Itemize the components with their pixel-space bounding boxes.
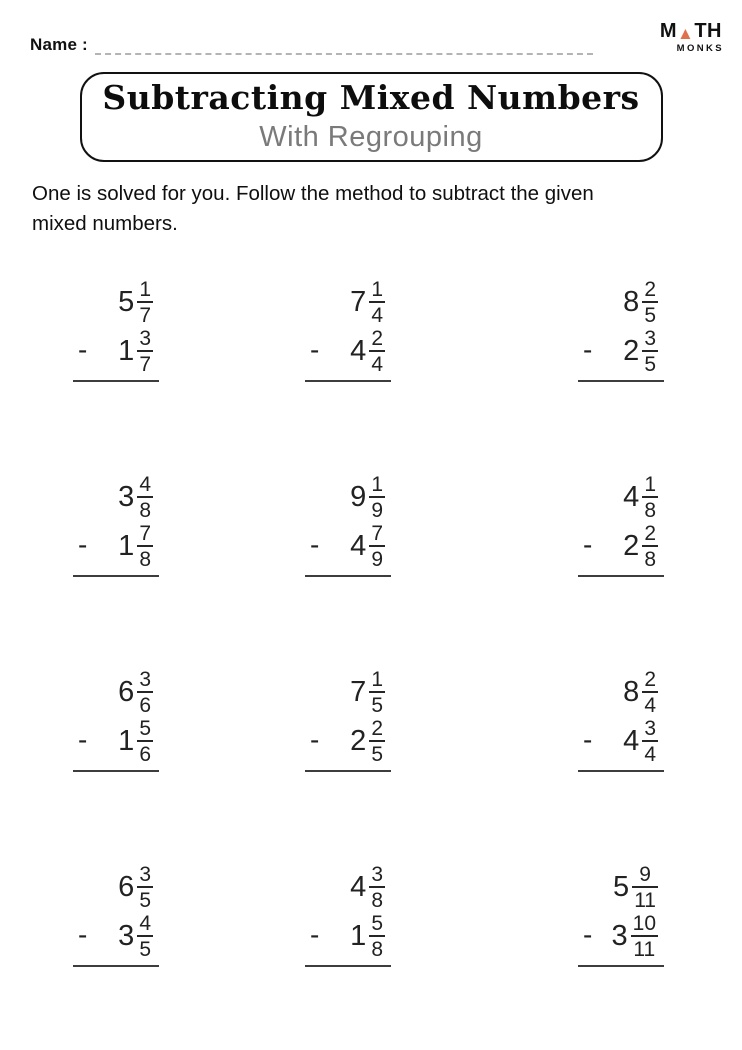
subtrahend-numerator: 3 [644,716,656,740]
minuend-fraction [137,669,153,716]
subtrahend-whole: 1 [118,724,135,757]
name-input-line[interactable] [95,35,593,55]
minuend [305,864,391,910]
answer-line [578,770,664,772]
minuend-fraction [369,474,385,521]
subtrahend-denominator: 5 [139,937,151,961]
minuend-whole: 4 [350,870,367,903]
answer-line [73,965,159,967]
subtrahend-numerator: 3 [139,326,151,350]
minuend [578,864,664,910]
minuend [73,669,159,715]
name-label: Name : [30,35,88,54]
minuend-numerator: 3 [139,862,151,886]
subtrahend [305,523,391,569]
minuend-numerator: 2 [644,277,656,301]
problems-grid [0,279,742,967]
minuend-fraction [632,864,658,911]
minuend-whole: 3 [118,480,135,513]
page-header [0,0,742,66]
subtrahend [305,718,391,764]
problems-row [73,474,742,577]
problem [73,669,159,772]
subtrahend-numerator: 5 [139,716,151,740]
logo-letter-m: M [659,20,677,42]
subtrahend [73,523,159,569]
subtrahend-whole: 3 [118,919,135,952]
answer-line [578,965,664,967]
subtrahend-fraction [642,718,658,765]
subtrahend-denominator: 11 [633,937,656,961]
minuend-whole: 7 [350,675,367,708]
subtrahend [73,328,159,374]
subtrahend-fraction [631,913,658,960]
minuend [578,279,664,325]
minuend-fraction [369,669,385,716]
problem [73,279,159,382]
subtrahend-numerator: 7 [139,521,151,545]
minus-sign: - [78,723,88,755]
problem [73,474,159,577]
minus-sign: - [310,918,320,950]
subtrahend [578,523,664,569]
problems-row [73,864,742,967]
subtrahend-fraction [369,523,385,570]
subtrahend-whole: 2 [350,724,367,757]
subtrahend-fraction [369,328,385,375]
subtrahend-numerator: 4 [139,911,151,935]
minuend-numerator: 1 [371,472,383,496]
subtrahend-denominator: 5 [644,352,656,376]
subtrahend-denominator: 8 [139,547,151,571]
answer-line [73,770,159,772]
minuend-fraction [369,864,385,911]
subtrahend [578,913,664,959]
minus-sign: - [583,333,593,365]
minuend-numerator: 9 [632,864,658,888]
subtrahend [305,913,391,959]
problem [305,669,391,772]
subtrahend-denominator: 8 [371,937,383,961]
minuend-denominator: 11 [634,888,656,912]
subtrahend [73,718,159,764]
subtrahend-whole: 4 [350,334,367,367]
minuend [578,669,664,715]
subtrahend-whole: 1 [350,919,367,952]
minuend-denominator: 4 [644,693,656,717]
subtrahend-fraction [369,718,385,765]
minuend-whole: 8 [623,285,640,318]
minuend-fraction [642,279,658,326]
minuend-whole: 5 [613,870,630,903]
worksheet-subtitle: With Regrouping [259,121,483,153]
answer-line [305,380,391,382]
minuend [73,864,159,910]
problem [305,474,391,577]
subtrahend-whole: 2 [623,334,640,367]
minus-sign: - [78,528,88,560]
minuend-numerator: 4 [139,472,151,496]
minus-sign: - [78,918,88,950]
subtrahend-numerator: 5 [371,911,383,935]
instructions-text: One is solved for you. Follow the method to subtract the given mixed numbers. [32,182,594,235]
logo-letters-th: TH [694,20,722,42]
minuend-denominator: 8 [371,888,383,912]
subtrahend [578,718,664,764]
subtrahend-denominator: 5 [371,742,383,766]
minuend [305,279,391,325]
minus-sign: - [310,333,320,365]
subtrahend-fraction [137,913,153,960]
subtrahend-fraction [642,523,658,570]
subtrahend-fraction [137,523,153,570]
minuend [73,474,159,520]
minuend-numerator: 1 [644,472,656,496]
subtrahend-denominator: 4 [644,742,656,766]
minuend-denominator: 6 [139,693,151,717]
minuend-whole: 4 [623,480,640,513]
answer-line [305,575,391,577]
subtrahend-fraction [642,328,658,375]
minuend-denominator: 9 [371,498,383,522]
answer-line [578,575,664,577]
minus-sign: - [583,723,593,755]
problem [73,864,159,967]
minuend [73,279,159,325]
minuend-fraction [137,279,153,326]
minuend [305,669,391,715]
minuend [305,474,391,520]
minuend-denominator: 5 [139,888,151,912]
minuend-denominator: 8 [644,498,656,522]
minuend-numerator: 1 [371,667,383,691]
subtrahend-numerator: 10 [632,911,656,935]
subtrahend-whole: 3 [611,919,628,952]
problem [305,279,391,382]
name-row [30,35,593,55]
minuend-fraction [642,474,658,521]
minuend-whole: 8 [623,675,640,708]
subtrahend-numerator: 2 [371,716,383,740]
minuend-whole: 6 [118,870,135,903]
answer-line [73,575,159,577]
subtrahend-fraction [137,328,153,375]
subtrahend-denominator: 9 [371,547,383,571]
minuend-whole: 9 [350,480,367,513]
subtrahend-fraction [137,718,153,765]
problems-row [73,669,742,772]
minuend-denominator: 7 [139,303,151,327]
subtrahend-denominator: 8 [644,547,656,571]
subtrahend-numerator: 3 [644,326,656,350]
math-monks-logo [660,21,722,54]
minuend [578,474,664,520]
minus-sign: - [583,918,593,950]
minuend-whole: 5 [118,285,135,318]
minuend-denominator: 8 [139,498,151,522]
answer-line [73,380,159,382]
subtrahend-whole: 1 [118,334,135,367]
subtrahend-numerator: 7 [371,521,383,545]
minus-sign: - [310,723,320,755]
minuend-whole: 6 [118,675,135,708]
minuend-fraction [369,279,385,326]
minus-sign: - [583,528,593,560]
problem [578,864,664,967]
minuend-fraction [137,474,153,521]
subtrahend [305,328,391,374]
subtrahend-denominator: 7 [139,352,151,376]
logo-monks-text: MONKS [676,43,724,54]
problems-row [73,279,742,382]
worksheet-title: Subtracting Mixed Numbers [102,78,640,117]
subtrahend-numerator: 2 [644,521,656,545]
answer-line [305,965,391,967]
answer-line [578,380,664,382]
problem [578,279,664,382]
minuend-whole: 7 [350,285,367,318]
subtrahend-denominator: 4 [371,352,383,376]
minuend-fraction [137,864,153,911]
minuend-numerator: 3 [371,862,383,886]
subtrahend-numerator: 2 [371,326,383,350]
minuend-numerator: 1 [371,277,383,301]
answer-line [305,770,391,772]
worksheet-title-box [80,72,663,162]
minus-sign: - [78,333,88,365]
subtrahend-fraction [369,913,385,960]
minuend-numerator: 3 [139,667,151,691]
minuend-denominator: 5 [371,693,383,717]
minuend-denominator: 5 [644,303,656,327]
problem [305,864,391,967]
logo-math-text [660,21,722,41]
problem [578,669,664,772]
minuend-denominator: 4 [371,303,383,327]
subtrahend [578,328,664,374]
subtrahend-whole: 4 [350,529,367,562]
minuend-fraction [642,669,658,716]
minus-sign: - [310,528,320,560]
subtrahend-denominator: 6 [139,742,151,766]
triangle-icon: ▲ [677,23,695,43]
problem [578,474,664,577]
subtrahend-whole: 4 [623,724,640,757]
subtrahend-whole: 2 [623,529,640,562]
subtrahend-whole: 1 [118,529,135,562]
minuend-numerator: 1 [139,277,151,301]
minuend-numerator: 2 [644,667,656,691]
subtrahend [73,913,159,959]
